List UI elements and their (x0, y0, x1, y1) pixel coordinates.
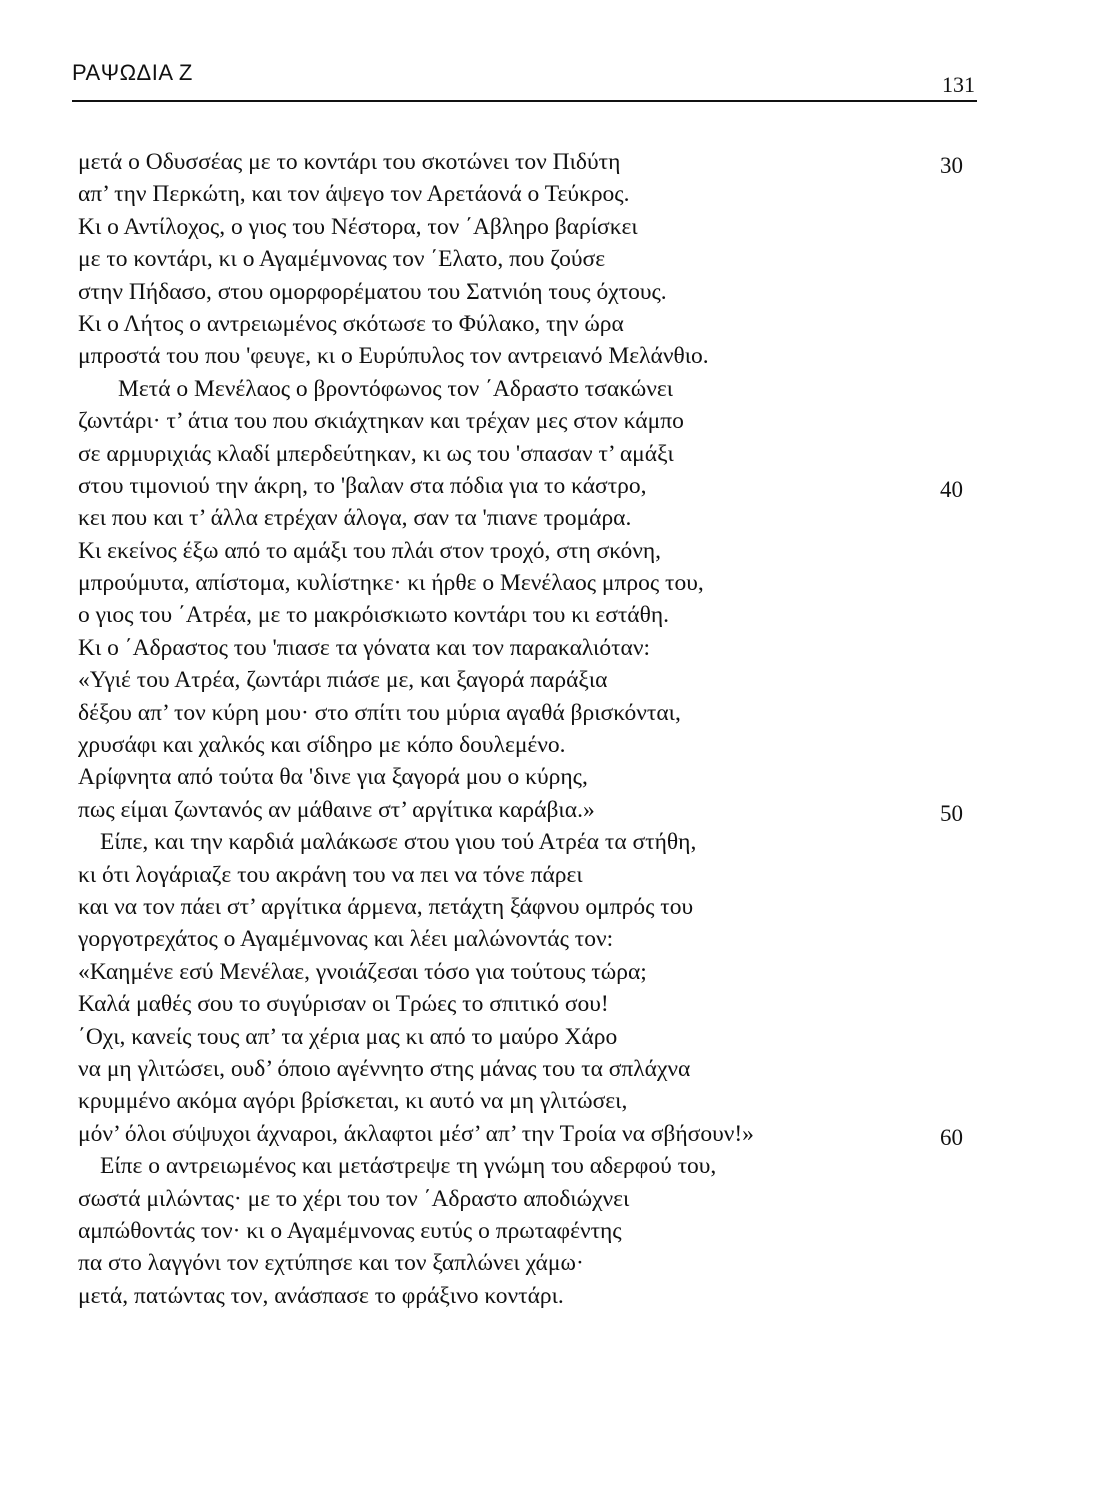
verse-line (0, 1215, 1095, 1247)
verse-line-text: Κι εκείνος έξω από το αμάξι του πλάι στον τροχό, στη σκόνη, (78, 537, 662, 564)
verse-line (0, 211, 1095, 243)
verse-line (0, 761, 1095, 793)
chapter-title: ΡΑΨΩΔΙΑ Ζ (72, 60, 193, 85)
verse-line-text: αμπώθοντάς τον· κι ο Αγαμέμνονας ευτύς ο πρωταφέντης (78, 1217, 622, 1244)
running-header (72, 58, 977, 102)
verse-body (0, 146, 1095, 1312)
verse-line (0, 567, 1095, 599)
verse-line (0, 859, 1095, 891)
verse-line (0, 891, 1095, 923)
verse-line (0, 146, 1095, 178)
verse-line-text: μόν’ όλοι σύψυχοι άχναροι, άκλαφτοι μέσ’ απ’ την Τροία να σβήσουν!» (78, 1120, 754, 1147)
verse-line (0, 826, 1095, 858)
verse-line (0, 405, 1095, 437)
verse-line (0, 178, 1095, 210)
verse-line (0, 470, 1095, 502)
verse-line (0, 1021, 1095, 1053)
verse-line (0, 308, 1095, 340)
verse-line-text: Καλά μαθές σου το συγύρισαν οι Τρώες το σπιτικό σου! (78, 991, 609, 1018)
verse-line (0, 502, 1095, 534)
verse-line (0, 1053, 1095, 1085)
verse-line-text: «Υγιέ του Ατρέα, ζωντάρι πιάσε με, και ξαγορά παράξια (78, 667, 608, 694)
verse-line (0, 1280, 1095, 1312)
verse-line-text: Είπε ο αντρειωμένος και μετάστρεψε τη γνώμη του αδερφού του, (100, 1153, 717, 1180)
verse-line (0, 535, 1095, 567)
verse-line (0, 664, 1095, 696)
verse-line-text: μετά, πατώντας τον, ανάσπασε το φράξινο κοντάρι. (78, 1282, 564, 1309)
verse-line (0, 1247, 1095, 1279)
verse-line-text: Κι ο Λήτος ο αντρειωμένος σκότωσε το Φύλακο, την ώρα (78, 310, 624, 337)
verse-line (0, 988, 1095, 1020)
verse-line-text: πως είμαι ζωντανός αν μάθαινε στ’ αργίτικα καράβια.» (78, 796, 595, 823)
verse-line-text: Κι ο ΄Αδραστος του 'πιασε τα γόνατα και τον παρακαλιόταν: (78, 634, 651, 661)
verse-line-text: πα στο λαγγόνι τον εχτύπησε και τον ξαπλώνει χάμω· (78, 1250, 584, 1277)
verse-line-text: στην Πήδασο, στου ομορφορέματου του Σατνιόη τους όχτους. (78, 278, 667, 305)
verse-line (0, 373, 1095, 405)
verse-line-text: Κι ο Αντίλοχος, ο γιος του Νέστορα, τον ΄Αβληρο βαρίσκει (78, 213, 638, 240)
verse-line-text: ΄Οχι, κανείς τους απ’ τα χέρια μας κι από το μαύρο Χάρο (78, 1023, 618, 1050)
verse-line-text: ο γιος του ΄Ατρέα, με το μακρόισκιωτο κοντάρι του κι εστάθη. (78, 602, 670, 629)
verse-line-text: να μη γλιτώσει, ουδ’ όποιο αγέννητο στης μάνας του τα σπλάχνα (78, 1055, 691, 1082)
verse-line (0, 632, 1095, 664)
verse-line (0, 340, 1095, 372)
verse-line-text: απ’ την Περκώτη, και τον άψεγο τον Αρετάονά ο Τεύκρος. (78, 181, 630, 208)
verse-line-text: χρυσάφι και χαλκός και σίδηρο με κόπο δουλεμένο. (78, 732, 566, 759)
verse-line-text: και να τον πάει στ’ αργίτικα άρμενα, πετάχτη ξάφνου ομπρός του (78, 893, 694, 920)
verse-line-text: μπροστά του που 'φευγε, κι ο Ευρύπυλος τον αντρειανό Μελάνθιο. (78, 343, 709, 370)
verse-line-text: κει που και τ’ άλλα ετρέχαν άλογα, σαν τα 'πιανε τρομάρα. (78, 505, 632, 532)
verse-line-text: μπρούμυτα, απίστομα, κυλίστηκε· κι ήρθε ο Μενέλαος μπρος του, (78, 570, 704, 597)
verse-line (0, 1118, 1095, 1150)
page-number: 131 (942, 72, 975, 97)
verse-line-text: κι ότι λογάριαζε του ακράνη του να πει να τόνε πάρει (78, 861, 583, 888)
verse-line (0, 599, 1095, 631)
line-number: 30 (940, 153, 963, 178)
verse-line-text: γοργοτρεχάτος ο Αγαμέμνονας και λέει μαλώνοντάς τον: (78, 926, 614, 953)
verse-line-text: Είπε, και την καρδιά μαλάκωσε στου γιου τού Ατρέα τα στήθη, (100, 829, 697, 856)
verse-line-text: «Καημένε εσύ Μενέλαε, γνοιάζεσαι τόσο για τούτους τώρα; (78, 958, 647, 985)
verse-line-text: μετά ο Οδυσσέας με το κοντάρι του σκοτώνει τον Πιδύτη (78, 149, 621, 175)
verse-line (0, 956, 1095, 988)
line-number: 50 (940, 800, 963, 826)
line-number: 60 (940, 1124, 963, 1150)
verse-line (0, 276, 1095, 308)
verse-line (0, 438, 1095, 470)
verse-line (0, 243, 1095, 275)
verse-line-text: σε αρμυριχιάς κλαδί μπερδεύτηκαν, κι ως του 'σπασαν τ’ αμάξι (78, 440, 674, 467)
verse-line (0, 1150, 1095, 1182)
verse-line (0, 923, 1095, 955)
verse-line (0, 1085, 1095, 1117)
verse-line-text: ζωντάρι· τ’ άτια του που σκιάχτηκαν και τρέχαν μες στον κάμπο (78, 408, 684, 435)
verse-line-text: στου τιμονιού την άκρη, το 'βαλαν στα πόδια για το κάστρο, (78, 472, 647, 499)
verse-line (0, 729, 1095, 761)
verse-line-text: δέξου απ’ τον κύρη μου· στο σπίτι του μύρια αγαθά βρισκόνται, (78, 699, 681, 726)
verse-line (0, 794, 1095, 826)
verse-line (0, 1183, 1095, 1215)
verse-line-text: Αρίφνητα από τούτα θα 'δινε για ξαγορά μου ο κύρης, (78, 764, 588, 791)
line-number: 40 (940, 476, 963, 502)
verse-line (0, 697, 1095, 729)
verse-line-text: με το κοντάρι, κι ο Αγαμέμνονας τον ΄Ελατο, που ζούσε (78, 246, 606, 273)
verse-line-text: σωστά μιλώντας· με το χέρι του τον ΄Αδραστο αποδιώχνει (78, 1185, 630, 1212)
verse-line-text: Μετά ο Μενέλαος ο βροντόφωνος τον ΄Αδραστο τσακώνει (118, 375, 674, 402)
verse-line-text: κρυμμένο ακόμα αγόρι βρίσκεται, κι αυτό να μη γλιτώσει, (78, 1088, 628, 1115)
